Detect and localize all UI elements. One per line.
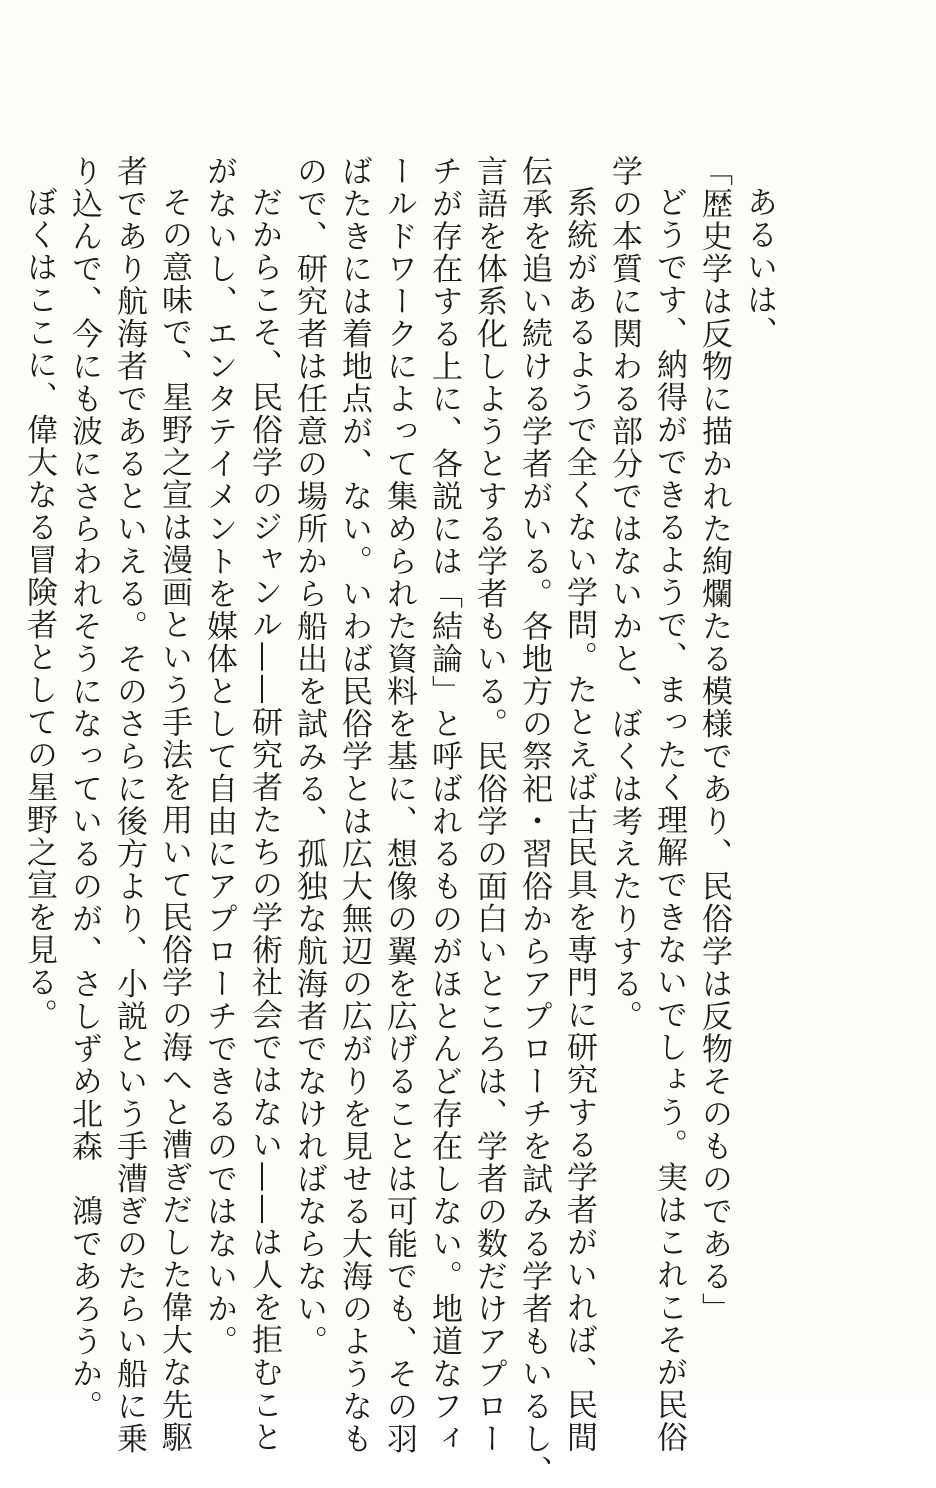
text-line: ールドワークによって集められた資料を基に、想像の翼を広げることは可能でも、その羽 [381, 155, 417, 1455]
text-line: その意味で、星野之宣は漫画という手法を用いて民俗学の海へと漕ぎだした偉大な先駆 [156, 186, 192, 1454]
text-line: ぼくはここに、偉大なる冒険者としての星野之宣を見る。 [21, 186, 57, 1031]
text-line: あるいは、 [741, 186, 777, 349]
text-line: 言語を体系化しようとする学者もいる。民俗学の面白いところは、学者の数だけアプロー [471, 155, 507, 1455]
text-line: どうです、納得ができるようで、まったく理解できないでしょう。実はこれこそが民俗 [651, 186, 687, 1454]
text-line: ので、研究者は任意の場所から船出を試みる、孤独な航海者でなければならない。 [291, 155, 327, 1358]
text-line: り込んで、今にも波にさらわれそうになっているのが、さしずめ北森 鴻であろうか。 [66, 155, 102, 1423]
text-line: だからこそ、民俗学のジャンル——研究者たちの学術社会ではない——は人を拒むこと [246, 186, 282, 1454]
text-line: 伝承を追い続ける学者がいる。各地方の祭祀・習俗からアプローチを試みる学者もいるし、 [516, 155, 552, 1488]
text-line: 系統があるようで全くない学問。たとえば古民具を専門に研究する学者がいれば、民間 [561, 186, 597, 1454]
text-line: チが存在する上に、各説には「結論」と呼ばれるものがほとんど存在しない。地道なフィ [426, 155, 462, 1455]
text-line: がないし、エンタテイメントを媒体として自由にアプローチできるのではないか。 [201, 155, 237, 1358]
text-line: 学の本質に関わる部分ではないかと、ぼくは考えたりする。 [606, 155, 642, 1033]
vertical-text-block [16, 155, 781, 1488]
text-line: 者であり航海者であるといえる。そのさらに後方より、小説という手漕ぎのたらい船に乗 [111, 155, 147, 1455]
text-line: ばたきには着地点が、ない。いわば民俗学とは広大無辺の広がりを見せる大海のようなも [336, 155, 372, 1455]
text-line-quote: 「歴史学は反物に描かれた絢爛たる模様であり、民俗学は反物そのものである」 [696, 155, 732, 1325]
